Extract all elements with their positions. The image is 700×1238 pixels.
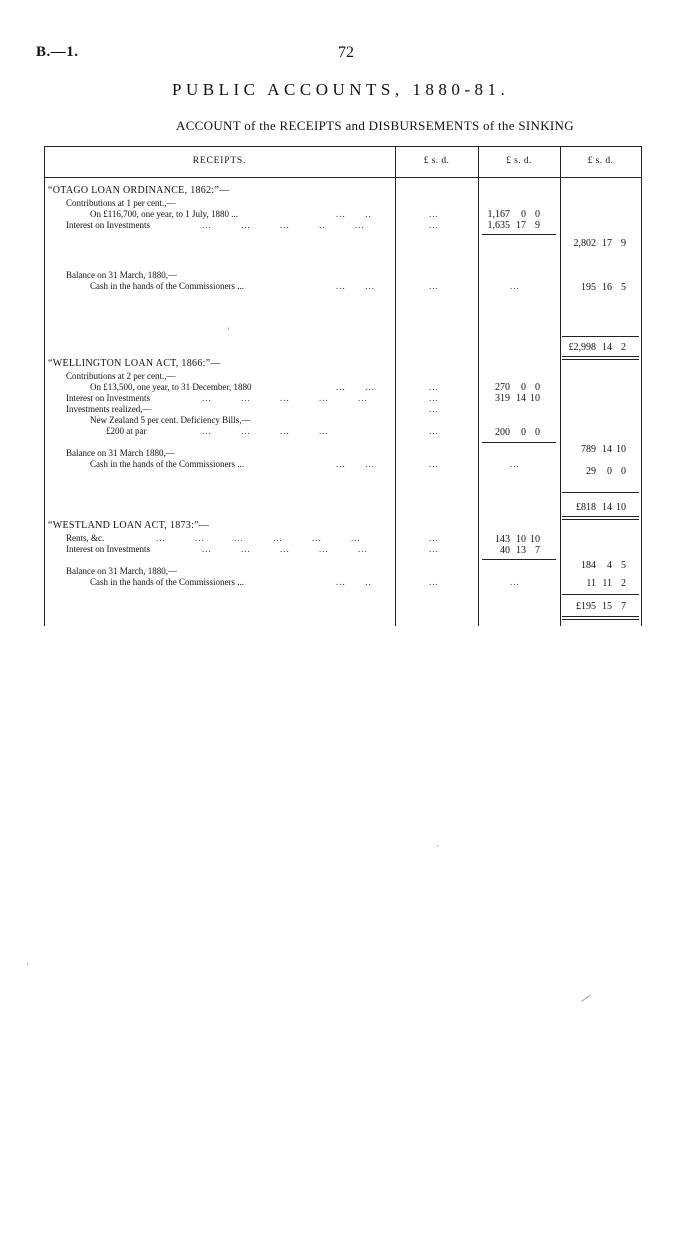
westland-amount-interest: 40 13 7	[500, 545, 540, 556]
header-col1: £ s. d.	[423, 156, 450, 166]
otago-interest: Interest on Investments	[66, 220, 150, 230]
otago-amount-contributions: 1,167 0 0	[487, 209, 540, 220]
leader-dots: ...	[429, 459, 439, 469]
westland-rents: Rents, &c.	[66, 533, 105, 543]
subtotal-rule	[482, 234, 556, 235]
wellington-balance: Balance on 31 March 1880,—	[66, 448, 175, 458]
leader-dots: ...	[429, 426, 439, 436]
leader-dots: ... ... ... ... ...	[202, 544, 368, 554]
wellington-interest: Interest on Investments	[66, 393, 150, 403]
wellington-realized: Investments realized,—	[66, 404, 152, 414]
wellington-contributions: Contributions at 2 per cent.,—	[66, 371, 176, 381]
header-col2: £ s. d.	[506, 156, 532, 166]
leader-dots: ...	[510, 459, 520, 469]
leader-dots: ... ..	[336, 209, 372, 219]
wellington-cash-amount: 29 0 0	[586, 466, 626, 477]
header-bottom-rule	[44, 177, 642, 178]
leader-dots: ...	[429, 382, 439, 392]
leader-dots: ...	[429, 209, 439, 219]
leader-dots: ...	[510, 281, 520, 291]
otago-total: £2,998 14 2	[568, 342, 626, 353]
column-rule-1	[395, 146, 396, 626]
page-title: PUBLIC ACCOUNTS, 1880-81.	[172, 80, 510, 99]
westland-cash: Cash in the hands of the Commissioners ...	[90, 577, 244, 587]
otago-amount-interest: 1,635 17 9	[487, 220, 540, 231]
otago-on-line: On £116,700, one year, to 1 July, 1880 ...	[90, 209, 238, 219]
westland-balance: Balance on 31 March, 1880,—	[66, 566, 177, 576]
leader-dots: ... ...	[336, 459, 375, 469]
wellington-total: £818 14 10	[576, 502, 626, 513]
ink-speck: '	[228, 326, 230, 335]
wellington-amount-interest: 319 14 10	[495, 393, 540, 404]
ink-speck: ·	[26, 960, 29, 969]
wellington-amount-par: 200 0 0	[495, 427, 540, 438]
westland-total: £195 15 7	[576, 601, 626, 612]
westland-title: “WESTLAND LOAN ACT, 1873:”—	[48, 520, 210, 531]
leader-dots: ... ... ... .. ...	[202, 220, 365, 230]
leader-dots: ...	[429, 220, 439, 230]
subtotal-rule	[482, 442, 556, 443]
leader-dots: ... ..	[336, 577, 372, 587]
leader-dots: ...	[429, 544, 439, 554]
leader-dots: ... ...	[336, 281, 375, 291]
ink-speck: —	[577, 989, 594, 1007]
table-left-rule	[44, 146, 45, 626]
leader-dots: ...	[429, 281, 439, 291]
wellington-amount-contributions: 270 0 0	[495, 382, 540, 393]
westland-subtotal: 184 4 5	[581, 560, 626, 571]
total-double-rule	[562, 616, 639, 620]
ink-speck: ·	[436, 842, 439, 851]
leader-dots: ... ... ... ... ... ...	[156, 533, 361, 543]
wellington-cash: Cash in the hands of the Commissioners ...	[90, 459, 244, 469]
westland-amount-rents: 143 10 10	[495, 534, 540, 545]
account-subtitle: ACCOUNT of the RECEIPTS and DISBURSEMENTS of the SINKING	[176, 118, 574, 133]
total-rule	[562, 594, 639, 595]
page-number: 72	[338, 44, 354, 61]
wellington-title: “WELLINGTON LOAN ACT, 1866:”—	[48, 358, 221, 369]
document-reference: B.—1.	[36, 44, 79, 60]
wellington-bills: New Zealand 5 per cent. Deficiency Bills,—	[90, 415, 251, 425]
table-top-rule	[44, 146, 642, 147]
wellington-subtotal: 789 14 10	[581, 444, 626, 455]
leader-dots: ... ... ... ... ...	[202, 393, 368, 403]
otago-title: “OTAGO LOAN ORDINANCE, 1862:”—	[48, 185, 230, 196]
otago-balance: Balance on 31 March, 1880,—	[66, 270, 177, 280]
leader-dots: ... ...	[336, 382, 375, 392]
subtotal-rule	[482, 559, 556, 560]
westland-cash-amount: 11 11 2	[586, 578, 626, 589]
otago-subtotal: 2,802 17 9	[573, 238, 626, 249]
total-double-rule	[562, 356, 639, 360]
leader-dots: ...	[429, 404, 439, 414]
otago-cash: Cash in the hands of the Commissioners ...	[90, 281, 244, 291]
otago-contributions: Contributions at 1 per cent.,—	[66, 198, 176, 208]
total-double-rule	[562, 516, 639, 520]
leader-dots: ...	[429, 533, 439, 543]
otago-cash-amount: 195 16 5	[581, 282, 626, 293]
leader-dots: ... ... ... ...	[202, 426, 329, 436]
header-receipts: RECEIPTS.	[192, 156, 247, 166]
total-rule	[562, 492, 639, 493]
column-rule-3	[560, 146, 561, 626]
column-rule-2	[478, 146, 479, 626]
total-rule	[562, 336, 639, 337]
wellington-par: £200 at par	[106, 426, 147, 436]
wellington-on-line: On £13,500, one year, to 31 December, 1880	[90, 382, 252, 392]
receipts-table	[44, 146, 642, 626]
westland-interest: Interest on Investments	[66, 544, 150, 554]
leader-dots: ...	[429, 577, 439, 587]
header-col3: £ s. d.	[587, 156, 614, 166]
table-right-rule	[641, 146, 642, 626]
leader-dots: ...	[429, 393, 439, 403]
leader-dots: ...	[510, 577, 520, 587]
